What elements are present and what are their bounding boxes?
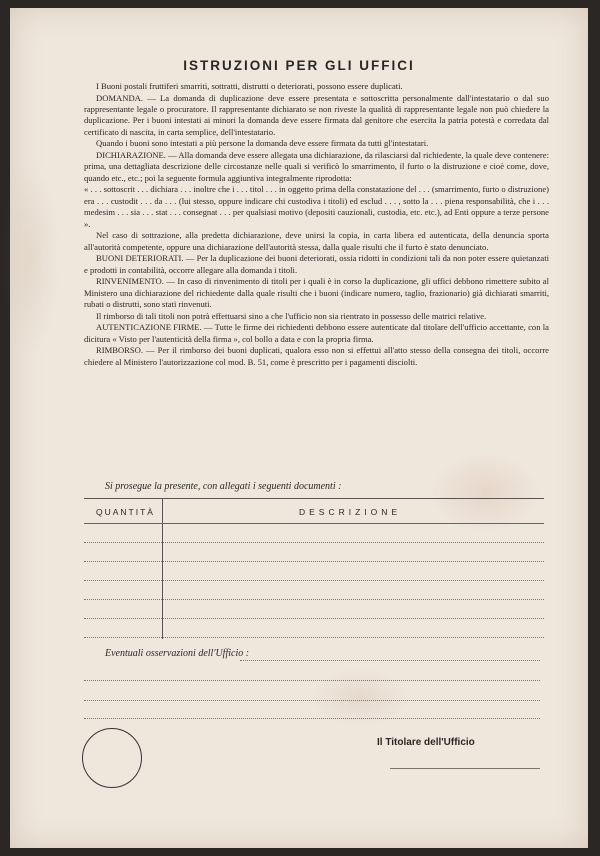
observations-label: Eventuali osservazioni dell'Ufficio :: [105, 648, 250, 659]
sottrazione-paragraph: Nel caso di sottrazione, alla predetta dichiarazione, deve unirsi la copia, in carta libera ed autenticata, della denuncia sporta all'autorità competente, oppure una dichiarazione dell'autorità stessa, dalla quale risulti che il furto è stato denunciato.: [84, 230, 549, 252]
domanda-paragraph: DOMANDA. — La domanda di duplicazione deve essere presentata e sottoscritta personalmente dall'intestatario o dal suo rappresentante legale o procuratore. Il rappresentante dichiarato se non riveste la qualità di rappresentante legale non può chiedere la duplicazione. Per i buoni intestati ai minori la domanda deve essere firmata dal genitore che esercita la patria potestà e corredata dal certificato di nascita, in carta semplice, dell'intestatario.: [84, 92, 549, 137]
description-header: DESCRIZIONE: [299, 507, 402, 517]
observations-line[interactable]: [240, 660, 540, 662]
rinvenimento-paragraph: RINVENIMENTO. — In caso di rinvenimento di titoli per i quali è in corso la duplicazione, gli uffici debbono rimettere subito al Ministero una dichiarazione del richiedente dalla quale risulti che i buoni (indicare numero, taglio, frazionario) già dichiarati smarriti, rubati o distrutti, sono stati rinvenuti.: [84, 276, 549, 310]
intro-paragraph: I Buoni postali fruttiferi smarriti, sottratti, distrutti o deteriorati, possono essere duplicati.: [96, 81, 403, 91]
documents-intro: Si prosegue la presente, con allegati i seguenti documenti :: [105, 481, 342, 492]
table-row[interactable]: [84, 599, 544, 601]
autenticazione-paragraph: AUTENTICAZIONE FIRME. — Tutte le firme dei richiedenti debbono essere autenticate dal titolare dell'ufficio accettante, con la dicitura « Visto per l'autenticità della firma », col bollo a data e con la propria firma.: [84, 322, 549, 344]
observations-line[interactable]: [84, 700, 540, 702]
signature-line[interactable]: [390, 768, 540, 770]
deteriorati-paragraph: BUONI DETERIORATI. — Per la duplicazione dei buoni deteriorati, ossia ridotti in condizioni tali da non poter essere quietanzati e prodotti in contabilità, occorre allegare alla domanda i titoli.: [84, 253, 549, 275]
page-title: ISTRUZIONI PER GLI UFFICI: [183, 58, 415, 73]
stamp-circle: [82, 728, 142, 788]
signature-label: Il Titolare dell'Ufficio: [377, 737, 475, 748]
observations-line[interactable]: [84, 718, 540, 720]
table-row[interactable]: [84, 542, 544, 544]
observations-line[interactable]: [84, 680, 540, 682]
table-row[interactable]: [84, 637, 544, 639]
dichiarazione-formula: « . . . sottoscrit . . . dichiara . . . inoltre che i . . . titol . . . in oggetto prima della constatazione del . . . (smarrimento, furto o distruzione) era . . . custodit . . . da . . . (lui stesso, oppure indicare chi custodiva i titoli) ed esclud . . . , sotto la . . . piena responsabilità, che i . . . medesim . . . sia . . . stat . . . consegnat . . . per qualsiasi motivo (depositi cauzionali, custodia, etc. etc.), ad Enti oppure a terze persone ».: [84, 184, 549, 229]
table-row[interactable]: [84, 580, 544, 582]
rimborso-paragraph: RIMBORSO. — Per il rimborso dei buoni duplicati, qualora esso non si effettui all'atto stesso della consegna dei titoli, occorre chiedere al Ministero l'autorizzazione col mod. B. 51, come è prescritto per i pagamenti disciolti.: [84, 345, 549, 367]
table-row[interactable]: [84, 561, 544, 563]
dichiarazione-paragraph: DICHIARAZIONE. — Alla domanda deve essere allegata una dichiarazione, da rilasciarsi dal richiedente, la quale deve contenere: prima, una dettagliata descrizione delle circostanze nelle quali si verificò lo smarrimento, il furto o la distruzione e cioè come, dove, quando etc., etc.; poi la seguente formula aggiuntiva integralmente riprodotta:: [84, 150, 549, 183]
quantity-header: QUANTITÀ: [96, 507, 155, 517]
table-row[interactable]: [84, 618, 544, 620]
document-sheet: [10, 8, 588, 848]
domanda-multiple-paragraph: Quando i buoni sono intestati a più persone la domanda deve essere firmata da tutti gl'intestatari.: [96, 138, 429, 149]
paper-stain: [0, 158, 60, 358]
instructions-body: [84, 81, 549, 368]
rimborso-titoli-paragraph: Il rimborso di tali titoli non potrà effettuarsi sino a che l'ufficio non sia rientrato in possesso delle matrici relative.: [96, 310, 487, 321]
table-header-rule: [84, 523, 544, 525]
documents-table: [84, 498, 544, 639]
